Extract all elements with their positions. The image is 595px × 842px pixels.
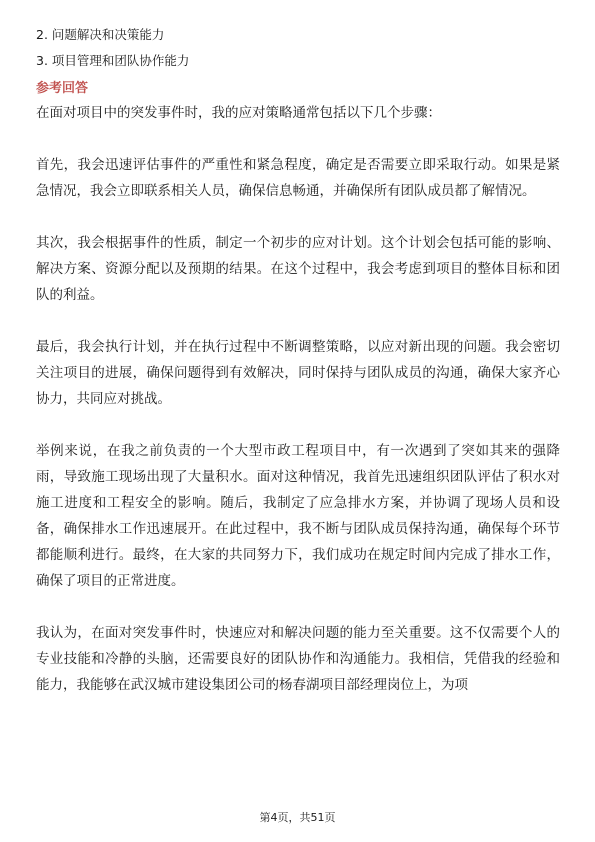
- paragraph-gap: [36, 204, 560, 230]
- question-list-item: 3. 项目管理和团队协作能力: [36, 53, 190, 68]
- page-number-footer: 第4页，共51页: [259, 811, 336, 824]
- question-list-item: 2. 问题解决和决策能力: [36, 27, 165, 42]
- paragraph-gap: [36, 126, 560, 152]
- answer-paragraph: 首先，我会迅速评估事件的严重性和紧急程度，确定是否需要立即采取行动。如果是紧急情况，我会立即联系相关人员，确保信息畅通，并确保所有团队成员都了解情况。: [36, 157, 560, 199]
- paragraph-gap: [36, 594, 560, 620]
- answer-paragraph: 在面对项目中的突发事件时，我的应对策略通常包括以下几个步骤：: [36, 105, 441, 121]
- answer-paragraph: 我认为，在面对突发事件时，快速应对和解决问题的能力至关重要。这不仅需要个人的专业技能和冷静的头脑，还需要良好的团队协作和沟通能力。我相信，凭借我的经验和能力，我能够在武汉城市建设集团公司的杨春湖项目部经理岗位上，为项: [36, 625, 560, 693]
- paragraph-gap: [36, 412, 560, 438]
- page-content: [36, 24, 560, 698]
- answer-paragraph: 最后，我会执行计划，并在执行过程中不断调整策略，以应对新出现的问题。我会密切关注项目的进展，确保问题得到有效解决，同时保持与团队成员的沟通，确保大家齐心协力，共同应对挑战。: [36, 339, 560, 407]
- answer-paragraph: 其次，我会根据事件的性质，制定一个初步的应对计划。这个计划会包括可能的影响、解决方案、资源分配以及预期的结果。在这个过程中，我会考虑到项目的整体目标和团队的利益。: [36, 235, 560, 303]
- answer-paragraph: 举例来说，在我之前负责的一个大型市政工程项目中，有一次遇到了突如其来的强降雨，导致施工现场出现了大量积水。面对这种情况，我首先迅速组织团队评估了积水对施工进度和工程安全的影响。随后，我制定了应急排水方案，并协调了现场人员和设备，确保排水工作迅速展开。在此过程中，我不断与团队成员保持沟通，确保每个环节都能顺利进行。最终，在大家的共同努力下，我们成功在规定时间内完成了排水工作，确保了项目的正常进度。: [36, 443, 560, 589]
- paragraph-gap: [36, 308, 560, 334]
- answer-heading: 参考回答: [36, 81, 89, 96]
